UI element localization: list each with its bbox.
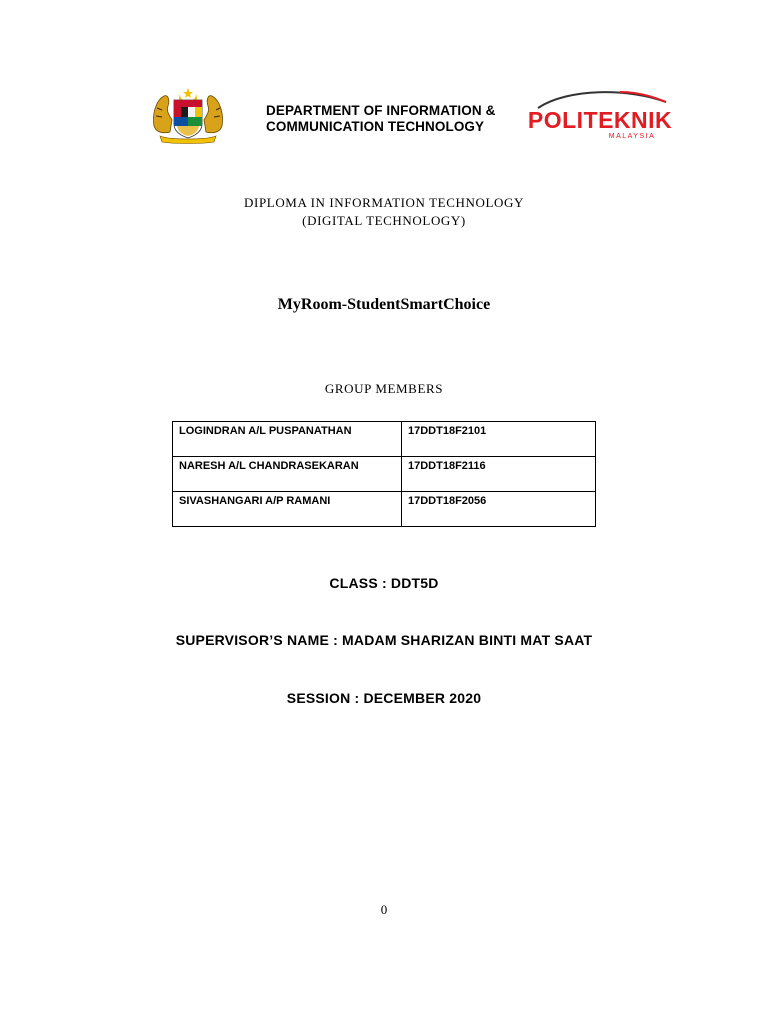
group-members-table <box>172 421 596 527</box>
group-members-title: GROUP MEMBERS <box>324 381 444 396</box>
program-line-2: (DIGITAL TECHNOLOGY) <box>302 213 466 228</box>
program-title <box>0 194 768 230</box>
member-id: 17DDT18F2101 <box>402 422 596 457</box>
department-name <box>266 103 516 135</box>
supervisor-line: SUPERVISOR’S NAME : MADAM SHARIZAN BINTI MAT SAAT <box>175 632 593 648</box>
session-line: SESSION : DECEMBER 2020 <box>286 690 482 706</box>
table-row <box>173 492 596 527</box>
politeknik-logo-text: POLITEKNIK <box>528 107 673 133</box>
politeknik-logo <box>528 86 673 144</box>
department-line-2: COMMUNICATION TECHNOLOGY <box>266 119 485 134</box>
program-line-1: DIPLOMA IN INFORMATION TECHNOLOGY <box>244 195 524 210</box>
page-number: 0 <box>380 902 388 917</box>
coat-of-arms-logo <box>150 86 226 144</box>
class-line: CLASS : DDT5D <box>329 575 439 591</box>
table-row <box>173 457 596 492</box>
member-name: SIVASHANGARI A/P RAMANI <box>173 492 402 527</box>
member-id: 17DDT18F2056 <box>402 492 596 527</box>
project-title: MyRoom-StudentSmartChoice <box>277 296 491 313</box>
table-row <box>173 422 596 457</box>
department-line-1: DEPARTMENT OF INFORMATION & <box>266 103 496 118</box>
member-id: 17DDT18F2116 <box>402 457 596 492</box>
member-name: LOGINDRAN A/L PUSPANATHAN <box>173 422 402 457</box>
politeknik-logo-subtext: MALAYSIA <box>608 133 656 140</box>
member-name: NARESH A/L CHANDRASEKARAN <box>173 457 402 492</box>
